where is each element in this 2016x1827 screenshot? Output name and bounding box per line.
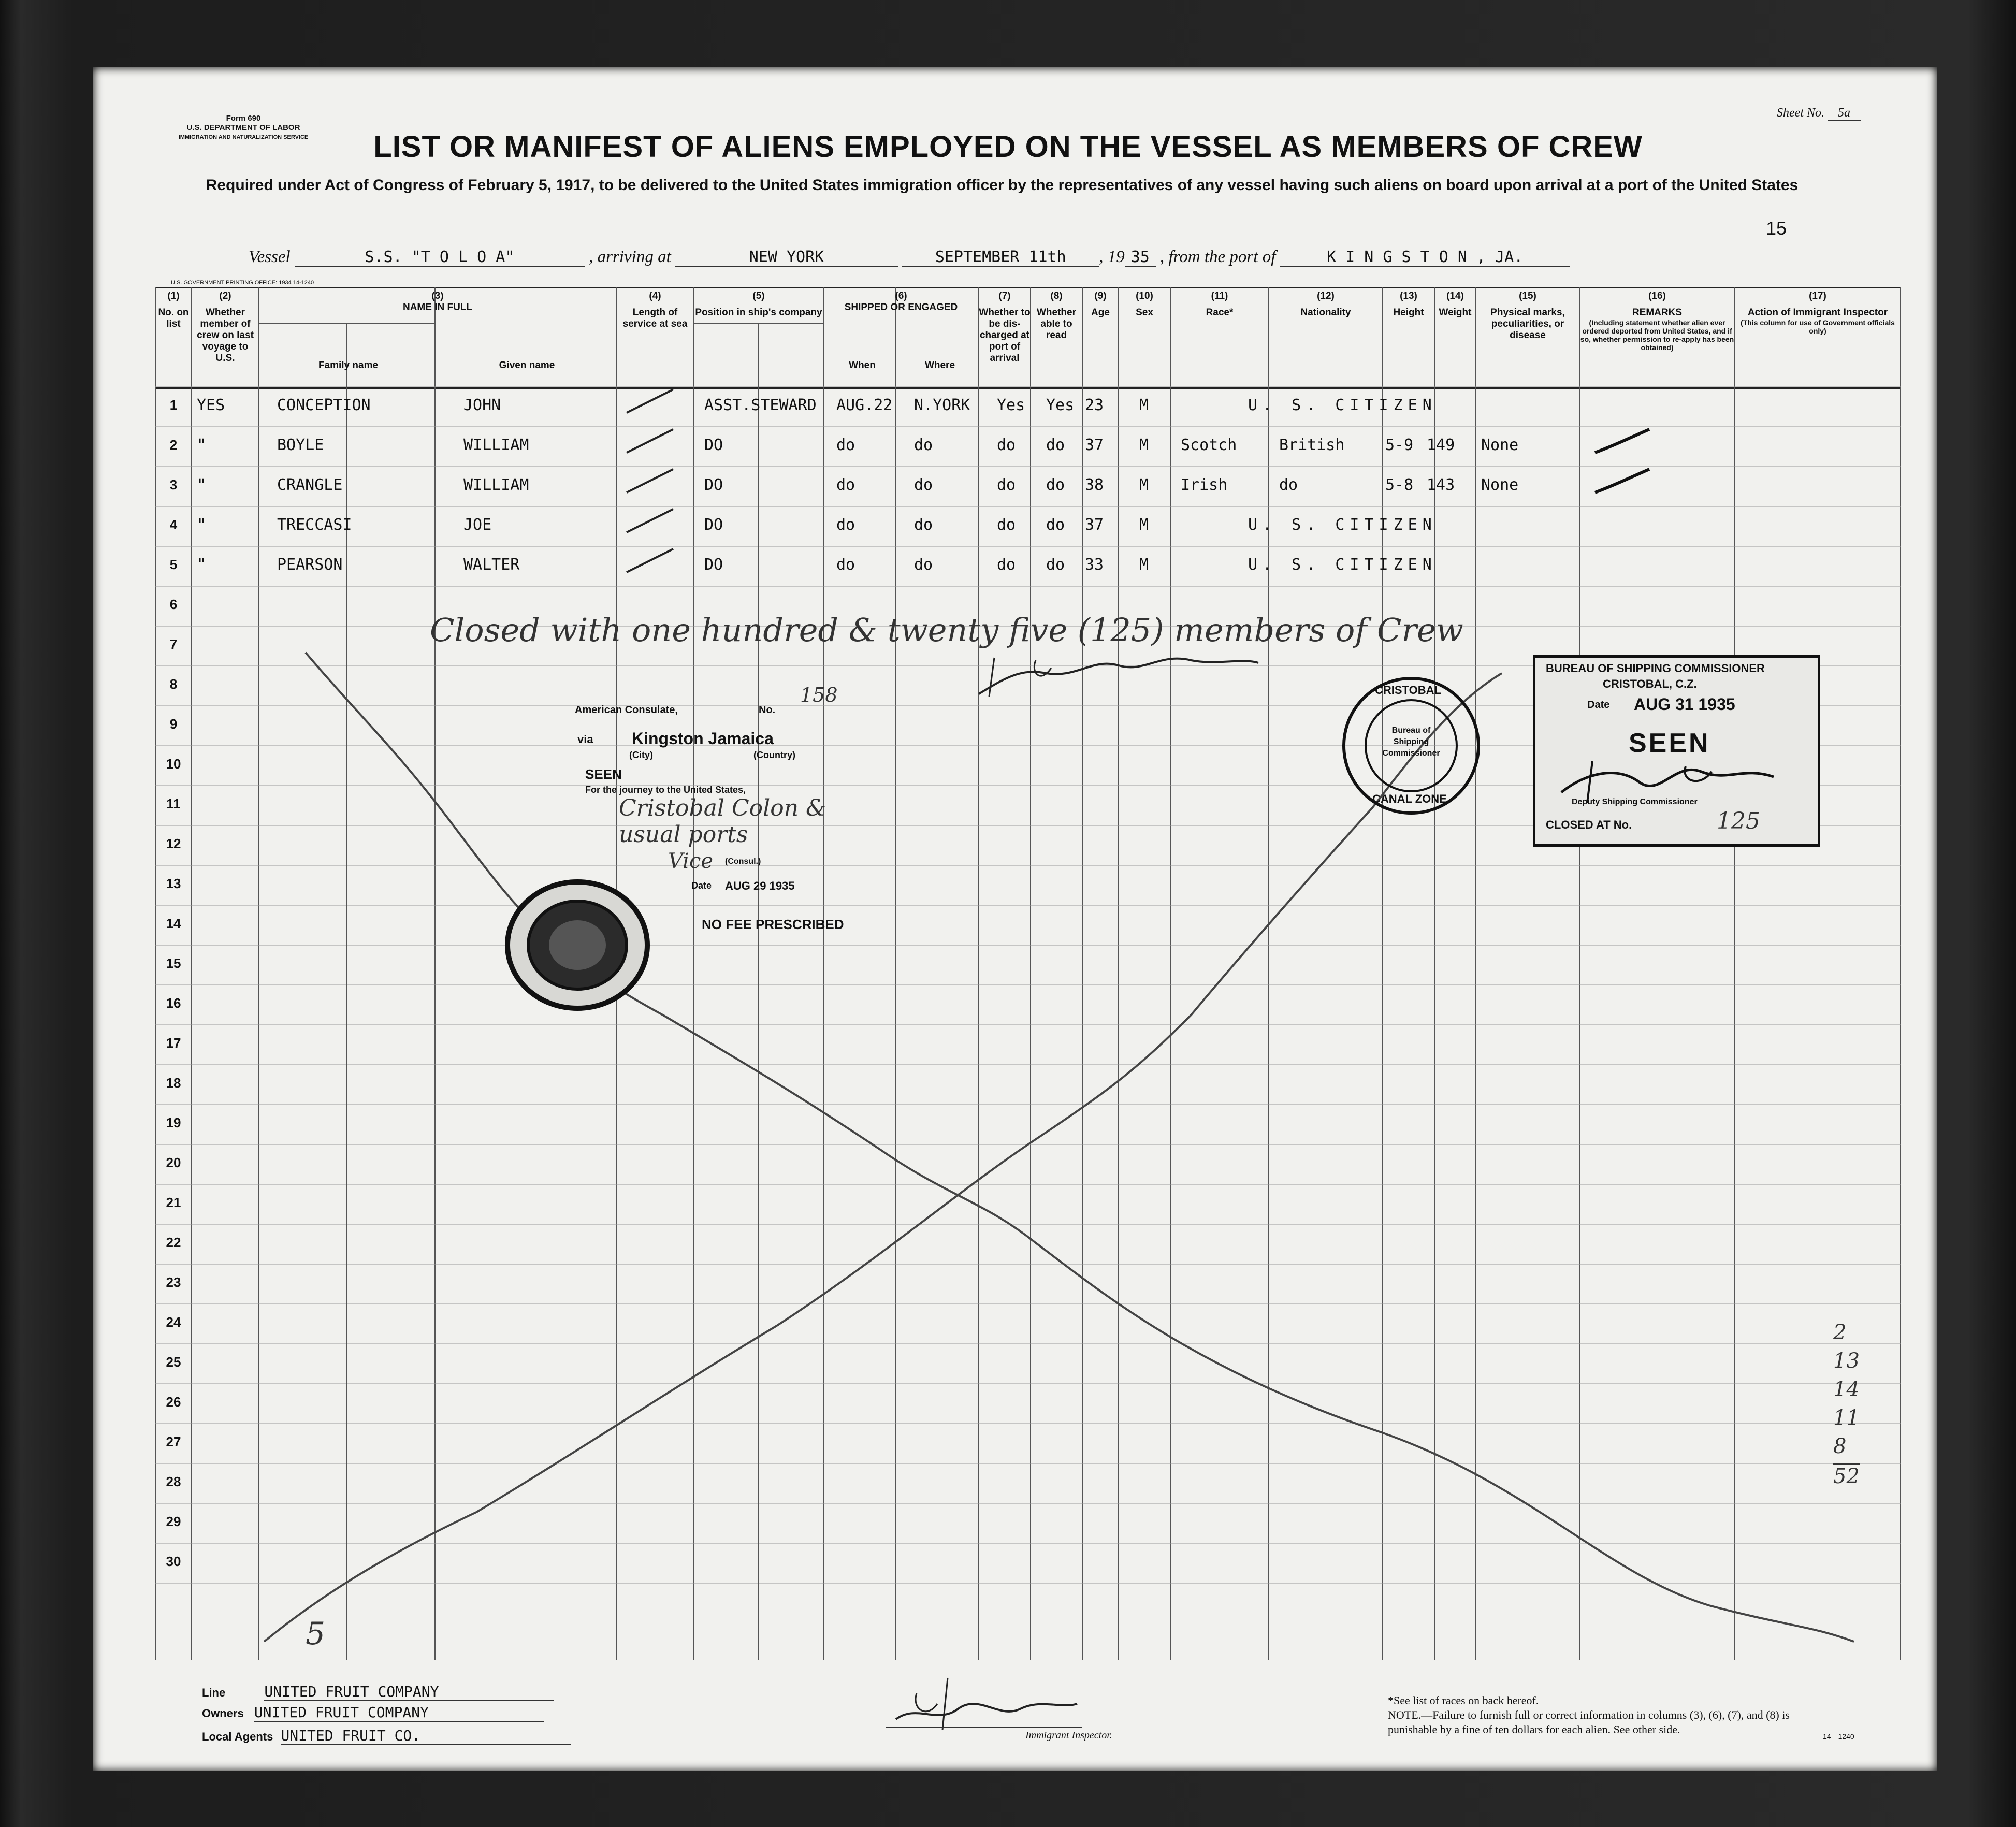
- consul-title: Vice: [668, 849, 714, 873]
- commissioner-place: CRISTOBAL, C.Z.: [1603, 677, 1697, 690]
- column-subheader: Given name: [499, 360, 555, 371]
- footer-notes: [1388, 1693, 1812, 1737]
- cell-discharge: do: [997, 436, 1016, 454]
- column-number: (11): [1211, 291, 1228, 301]
- column-header: [823, 291, 979, 313]
- commissioner-stamp: [1533, 655, 1820, 847]
- consulate-city: Kingston Jamaica: [632, 729, 774, 748]
- cell-family: CONCEPTION: [277, 396, 371, 414]
- column-header: [616, 291, 694, 330]
- city-label: (City): [629, 750, 653, 760]
- cell-read: do: [1046, 516, 1065, 534]
- cell-age: 37: [1085, 516, 1104, 534]
- column-label: Weight: [1439, 307, 1472, 318]
- cell-read: do: [1046, 556, 1065, 574]
- vessel-name: S.S. "T O L O A": [295, 248, 585, 267]
- page-subtitle: Required under Act of Congress of February 5, 1917, to be delivered to the United States immigration officer by the representatives of any vessel having such aliens on board upon arrival at a port of the United States: [206, 177, 1799, 194]
- column-number: (9): [1094, 291, 1107, 301]
- row-number: 14: [166, 916, 181, 931]
- column-header: [694, 291, 823, 318]
- cell-position: DO: [704, 516, 723, 534]
- commissioner-seen: SEEN: [1629, 728, 1710, 758]
- cell-sex: M: [1139, 516, 1149, 534]
- cell-given: WILLIAM: [463, 476, 529, 494]
- cell-height: 5-8: [1385, 476, 1414, 494]
- column-label: SHIPPED OR ENGAGED: [844, 302, 958, 313]
- column-number: (1): [167, 291, 180, 301]
- column-label: Whether able to read: [1037, 307, 1076, 341]
- column-header: [1170, 291, 1269, 318]
- line-label: Line: [202, 1686, 226, 1699]
- tally-value: 14: [1833, 1378, 1860, 1401]
- cell-where: do: [914, 556, 933, 574]
- column-header: [1119, 291, 1170, 318]
- cell-given: JOE: [463, 516, 492, 534]
- column-label: Physical marks, peculiarities, or disease: [1490, 307, 1565, 341]
- cell-age: 33: [1085, 556, 1104, 574]
- column-header: [1735, 291, 1901, 335]
- column-number: (2): [219, 291, 231, 301]
- column-subheader: When: [849, 360, 876, 371]
- row-number: 15: [166, 955, 181, 971]
- column-number: (14): [1446, 291, 1464, 301]
- row-number: 6: [169, 597, 178, 612]
- canal-zone-stamp: [1339, 673, 1484, 818]
- column-label: Sex: [1136, 307, 1153, 318]
- arrival-port: NEW YORK: [675, 248, 898, 267]
- cell-family: CRANGLE: [277, 476, 343, 494]
- agents-value: UNITED FRUIT CO.: [281, 1727, 571, 1745]
- row-number: 29: [166, 1514, 181, 1529]
- seen-stamp: SEEN: [585, 766, 622, 782]
- column-number: (8): [1050, 291, 1063, 301]
- consulate-date-label: Date: [691, 880, 712, 891]
- remarks-dash: [1590, 427, 1652, 458]
- column-header: [192, 291, 259, 364]
- service-dash: [621, 506, 678, 538]
- row-number: 18: [166, 1075, 181, 1091]
- cell-family: TRECCASI: [277, 516, 352, 534]
- row-number: 17: [166, 1035, 181, 1051]
- row-number: 13: [166, 876, 181, 891]
- row-number: 24: [166, 1314, 181, 1330]
- arrival-year: 35: [1125, 248, 1156, 267]
- cell-sex: M: [1139, 556, 1149, 574]
- row-number: 12: [166, 836, 181, 851]
- cell-prev: ": [197, 476, 207, 494]
- column-label: Nationality: [1300, 307, 1351, 318]
- cell-when: do: [836, 516, 855, 534]
- cell-given: WALTER: [463, 556, 520, 574]
- departure-port: K I N G S T O N , JA.: [1280, 248, 1570, 267]
- column-header: [1434, 291, 1476, 318]
- cell-position: DO: [704, 476, 723, 494]
- column-number: (16): [1648, 291, 1666, 301]
- consul-label: (Consul.): [725, 857, 761, 866]
- cell-given: WILLIAM: [463, 436, 529, 454]
- owners-label: Owners: [202, 1707, 244, 1720]
- service-dash: [621, 427, 678, 458]
- cell-when: do: [836, 476, 855, 494]
- closed-at-number: 125: [1717, 808, 1760, 834]
- tally-value: 52: [1833, 1463, 1860, 1488]
- column-label: Action of Immigrant Inspector: [1747, 307, 1888, 318]
- department-name: U.S. DEPARTMENT OF LABOR: [186, 123, 300, 132]
- column-header: [1579, 291, 1735, 352]
- service-name: IMMIGRATION AND NATURALIZATION SERVICE: [178, 134, 309, 140]
- column-header: [155, 291, 192, 330]
- arrival-date: SEPTEMBER 11th: [902, 248, 1099, 267]
- service-dash: [621, 467, 678, 498]
- cell-sex: M: [1139, 436, 1149, 454]
- cell-read: do: [1046, 436, 1065, 454]
- remarks-dash: [1590, 467, 1652, 498]
- cell-prev: ": [197, 556, 207, 574]
- inspector-label: Immigrant Inspector.: [1025, 1730, 1112, 1741]
- column-header: [1383, 291, 1434, 318]
- cell-position: DO: [704, 436, 723, 454]
- service-dash: [621, 546, 678, 577]
- agents-label: Local Agents: [202, 1730, 273, 1743]
- cell-when: do: [836, 436, 855, 454]
- cell-sex: M: [1139, 396, 1149, 414]
- column-label: Position in ship's company: [695, 307, 822, 318]
- line-value: UNITED FRUIT COMPANY: [264, 1683, 554, 1701]
- column-number: (10): [1136, 291, 1153, 301]
- row-number: 7: [169, 636, 178, 652]
- row-number: 9: [169, 716, 178, 732]
- commissioner-date: AUG 31 1935: [1634, 695, 1735, 714]
- cell-weight: 143: [1427, 476, 1455, 494]
- cell-race: Scotch: [1181, 436, 1237, 454]
- from-port-label: , from the port of: [1160, 248, 1276, 266]
- cell-weight: 149: [1427, 436, 1455, 454]
- year-prefix: , 19: [1099, 248, 1125, 266]
- column-number: (15): [1519, 291, 1536, 301]
- row-number: 2: [169, 437, 178, 453]
- cell-prev: YES: [197, 396, 225, 414]
- fee-stamp: NO FEE PRESCRIBED: [702, 917, 844, 932]
- column-label: REMARKS: [1632, 307, 1683, 318]
- cell-where: do: [914, 436, 933, 454]
- at-label: via: [577, 733, 593, 746]
- cell-discharge: do: [997, 516, 1016, 534]
- service-dash: [621, 387, 678, 418]
- cell-when: do: [836, 556, 855, 574]
- tally-value: 11: [1833, 1406, 1860, 1430]
- column-header: [1476, 291, 1579, 341]
- column-number: (12): [1317, 291, 1335, 301]
- canal-stamp-bottom: CANAL ZONE: [1372, 792, 1447, 805]
- consular-seal: [500, 875, 655, 1015]
- cell-where: do: [914, 476, 933, 494]
- cell-discharge: do: [997, 476, 1016, 494]
- cell-nationality: do: [1279, 476, 1298, 494]
- cell-prev: ": [197, 436, 207, 454]
- column-label: Whether member of crew on last voyage to U.S.: [197, 307, 254, 364]
- cell-family: PEARSON: [277, 556, 343, 574]
- closing-note: Closed with one hundred & twenty five (125) members of Crew: [430, 611, 1463, 649]
- journey-via: Cristobal Colon & usual ports: [619, 795, 826, 848]
- consulate-no: 158: [800, 684, 838, 706]
- column-number: (3): [431, 291, 444, 301]
- commissioner-bureau: BUREAU OF SHIPPING COMMISSIONER: [1546, 662, 1765, 675]
- row-number: 3: [169, 477, 178, 492]
- column-label: No. on list: [158, 307, 189, 329]
- row-number: 19: [166, 1115, 181, 1130]
- column-number: (7): [998, 291, 1011, 301]
- column-number: (5): [752, 291, 765, 301]
- column-subheader: Where: [924, 360, 955, 371]
- cell-position: ASST.STEWARD: [704, 396, 817, 414]
- cell-prev: ": [197, 516, 207, 534]
- journey-line: For the journey to the United States,: [585, 785, 746, 795]
- column-label: Length of service at sea: [622, 307, 688, 329]
- tally-value: 13: [1833, 1349, 1860, 1373]
- cell-read: Yes: [1046, 396, 1075, 414]
- commissioner-date-label: Date: [1587, 699, 1610, 711]
- vessel-label: Vessel: [249, 248, 291, 266]
- column-label: Whether to be dis-charged at port of arrival: [979, 307, 1031, 364]
- column-header: [979, 291, 1031, 364]
- cell-discharge: do: [997, 556, 1016, 574]
- row-number: 10: [166, 756, 181, 772]
- cell-position: DO: [704, 556, 723, 574]
- owners-value: UNITED FRUIT COMPANY: [254, 1704, 544, 1722]
- column-label: Height: [1393, 307, 1424, 318]
- row-number: 5: [169, 557, 178, 572]
- row-number: 27: [166, 1434, 181, 1449]
- sheet-label: Sheet No.: [1777, 106, 1824, 120]
- consulate-no-label: No.: [759, 704, 776, 716]
- bottom-mark: 5: [306, 1616, 326, 1652]
- arriving-label: , arriving at: [589, 248, 671, 266]
- column-note: (Including statement whether alien ever ordered deported from United States, and if so, whether permission to re-apply has been obtained): [1580, 318, 1734, 352]
- column-number: (6): [895, 291, 907, 301]
- canal-stamp-center: Bureau of Shipping Commissioner: [1382, 726, 1440, 758]
- column-header: [259, 291, 616, 313]
- penalty-note: NOTE.—Failure to furnish full or correct information in columns (3), (6), (7), and (8) is punishable by a fine of ten dollars for each alien. See other side.: [1388, 1708, 1790, 1736]
- canal-stamp-top: CRISTOBAL: [1375, 684, 1441, 697]
- form-number: Form 690: [226, 114, 261, 123]
- row-number: 4: [169, 517, 178, 532]
- cell-given: JOHN: [463, 396, 501, 414]
- cell-where: N.YORK: [914, 396, 970, 414]
- tally-value: 2: [1833, 1321, 1847, 1344]
- column-label: Race*: [1206, 307, 1234, 318]
- country-label: (Country): [753, 750, 795, 760]
- column-subheader: Family name: [318, 360, 379, 371]
- footer-company-block: [202, 1683, 668, 1750]
- row-number: 23: [166, 1274, 181, 1290]
- cell-age: 37: [1085, 436, 1104, 454]
- page-number: 15: [1766, 218, 1787, 239]
- cell-discharge: Yes: [997, 396, 1025, 414]
- cell-when: AUG.22: [836, 396, 893, 414]
- cell-sex: M: [1139, 476, 1149, 494]
- page-title: LIST OR MANIFEST OF ALIENS EMPLOYED ON THE VESSEL AS MEMBERS OF CREW: [373, 130, 1643, 164]
- sheet-number-field: [1777, 106, 1861, 120]
- row-number: 30: [166, 1554, 181, 1569]
- row-number: 22: [166, 1235, 181, 1250]
- column-number: (4): [649, 291, 661, 301]
- column-number: (17): [1809, 291, 1826, 301]
- column-header: [1082, 291, 1119, 318]
- cell-age: 23: [1085, 396, 1104, 414]
- races-note: *See list of races on back hereof.: [1388, 1694, 1539, 1707]
- cell-height: 5-9: [1385, 436, 1414, 454]
- cell-race: Irish: [1181, 476, 1228, 494]
- printing-office-line: U.S. GOVERNMENT PRINTING OFFICE: 1934 14-1240: [171, 280, 314, 286]
- inspector-signature: [886, 1673, 1082, 1735]
- row-number: 20: [166, 1155, 181, 1170]
- row-number: 11: [166, 796, 181, 811]
- column-label: NAME IN FULL: [402, 302, 473, 313]
- sheet-number: 5a: [1828, 106, 1861, 121]
- consulate-office: American Consulate,: [575, 704, 678, 716]
- row-number: 8: [169, 676, 178, 692]
- column-note: (This column for use of Government officials only): [1741, 318, 1895, 335]
- column-header: [1269, 291, 1383, 318]
- cell-marks: None: [1481, 436, 1519, 454]
- row-number: 26: [166, 1394, 181, 1410]
- cell-family: BOYLE: [277, 436, 324, 454]
- voyage-line: [249, 248, 1802, 267]
- row-number: 1: [169, 397, 178, 413]
- tally-value: 8: [1833, 1434, 1847, 1458]
- row-number: 28: [166, 1474, 181, 1489]
- cell-nationality: British: [1279, 436, 1345, 454]
- cell-read: do: [1046, 476, 1065, 494]
- form-code: 14—1240: [1823, 1732, 1854, 1741]
- row-number: 25: [166, 1354, 181, 1370]
- consulate-date: AUG 29 1935: [725, 879, 795, 892]
- column-label: Age: [1091, 307, 1110, 318]
- cell-marks: None: [1481, 476, 1519, 494]
- cell-age: 38: [1085, 476, 1104, 494]
- cell-citizen: U. S. CITIZEN: [1248, 556, 1437, 574]
- cell-citizen: U. S. CITIZEN: [1248, 516, 1437, 534]
- cell-citizen: U. S. CITIZEN: [1248, 396, 1437, 414]
- column-number: (13): [1400, 291, 1417, 301]
- commissioner-role: Deputy Shipping Commissioner: [1572, 798, 1698, 806]
- row-number: 16: [166, 995, 181, 1011]
- cell-where: do: [914, 516, 933, 534]
- closed-at-label: CLOSED AT No.: [1546, 818, 1632, 831]
- column-header: [1031, 291, 1082, 341]
- row-number: 21: [166, 1195, 181, 1210]
